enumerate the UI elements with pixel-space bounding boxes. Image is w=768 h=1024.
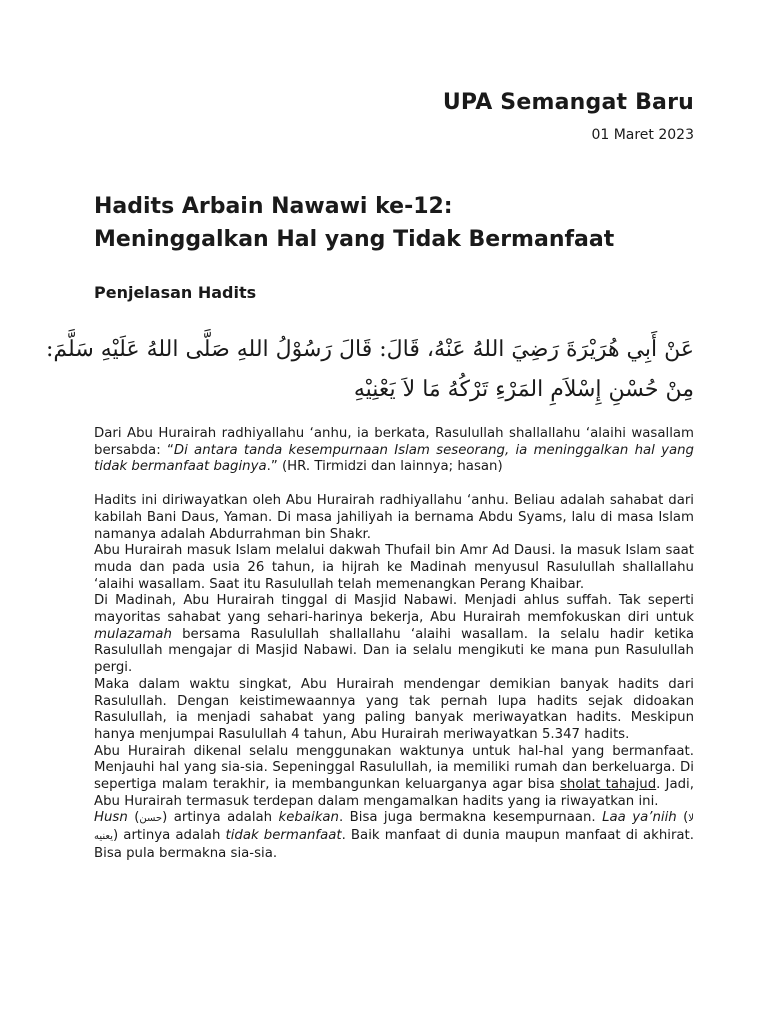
text-segment: ) artinya adalah bbox=[162, 810, 279, 826]
arabic-hadith-text bbox=[45, 330, 694, 410]
body-paragraph: Maka dalam waktu singkat, Abu Hurairah mendengar demikian banyak hadits dari Rasulullah. Dengan keistimewaannya yang tak pernah lupa hadits sejak didoakan Rasulullah, ia menjadi sahabat yang paling banyak meriwayatkan hadits. Meskipun hanya menjumpai Rasulullah 4 tahun, Abu Hurairah meriwayatkan 5.347 hadits. bbox=[94, 676, 694, 742]
text-segment: . Jadi, Abu Hurairah termasuk terdepan dalam mengamalkan hadits yang ia riwayatkan ini. bbox=[94, 777, 694, 809]
document-header bbox=[443, 90, 694, 143]
body-paragraph: Hadits ini diriwayatkan oleh Abu Hurairah radhiyallahu ‘anhu. Beliau adalah sahabat dari kabilah Bani Daus, Yaman. Di masa jahiliyah ia bernama Abdu Syams, lalu di masa Islam namanya adalah Abdurrahman bin Shakr. bbox=[94, 493, 694, 542]
sholat-tahajud-link[interactable]: sholat tahajud bbox=[559, 777, 657, 793]
italic-term: Husn bbox=[94, 810, 128, 826]
text-segment: Di Madinah, Abu Hurairah tinggal di Masjid Nabawi. Menjadi ahlus suffah. Tak seperti mayoritas sahabat yang sehari-harinya bekerja, Abu Hurairah memfokuskan diri untuk bbox=[94, 593, 694, 626]
text-segment: Dari Abu Hurairah radhiyallahu ‘anhu, ia berkata, Rasulullah shallallahu ‘alaihi wasallam bersabda: “ bbox=[94, 426, 694, 458]
text-segment: . Bisa juga bermakna kesempurnaan. bbox=[338, 810, 603, 826]
title-line-1: Hadits Arbain Nawawi ke-12: bbox=[94, 194, 453, 219]
arabic-line-1: عَنْ أَبِي هُرَيْرَةَ رَضِيَ اللهُ عَنْهُ، قَالَ: قَالَ رَسُوْلُ اللهِ صَلَّى اللهُ عَلَيْهِ سَلَّمَ: bbox=[45, 337, 694, 362]
arabic-line-2: مِنْ حُسْنِ إِسْلاَمِ المَرْءِ تَرْكُهُ مَا لاَ يَعْنِيْهِ bbox=[353, 377, 694, 402]
text-segment: bersama Rasulullah shallallahu ‘alaihi wasallam. Ia selalu hadir ketika Rasulullah mengajar di Masjid Nabawi. Dan ia selalu mengikuti ke mana pun Rasulullah pergi. bbox=[94, 626, 694, 676]
italic-term: tidak bermanfaat bbox=[225, 828, 342, 844]
italic-term: Laa ya’niih bbox=[602, 810, 677, 826]
italic-term: kebaikan bbox=[278, 810, 339, 826]
italic-term: mulazamah bbox=[94, 626, 172, 642]
arabic-inline-term: لا يعنيه bbox=[94, 813, 694, 843]
hadith-translation-paragraph bbox=[94, 426, 694, 476]
body-paragraph bbox=[94, 744, 694, 811]
section-heading: Penjelasan Hadits bbox=[94, 283, 257, 302]
organization-name: UPA Semangat Baru bbox=[442, 90, 694, 115]
text-segment: . Baik manfaat di dunia maupun manfaat di akhirat. Bisa pula bermakna sia-sia. bbox=[94, 828, 694, 861]
arabic-inline-term: حسن bbox=[139, 813, 163, 825]
title-line-2: Meninggalkan Hal yang Tidak Bermanfaat bbox=[94, 227, 615, 252]
body-paragraph: Husn (حسن) artinya adalah kebaikan. Bisa juga bermakna kesempurnaan. Laa ya’niih (لا يعنيه) artinya adalah tidak bermanfaat. Baik manfaat di dunia maupun manfaat di akhirat. Bisa pula bermakna sia-sia. bbox=[94, 810, 694, 861]
body-paragraph: Abu Hurairah masuk Islam melalui dakwah Thufail bin Amr Ad Dausi. Ia masuk Islam saat muda dan pada usia 26 tahun, ia hijrah ke Madinah menyusul Rasulullah shallallahu ‘alaihi wasallam. Saat itu Rasulullah telah memenangkan Perang Khaibar. bbox=[94, 543, 694, 592]
document-date: 01 Maret 2023 bbox=[591, 127, 694, 143]
paragraph-spacer bbox=[94, 476, 694, 493]
text-segment: .” (HR. Tirmidzi dan lainnya; hasan) bbox=[266, 459, 503, 475]
article-title bbox=[94, 190, 614, 256]
article-body bbox=[94, 426, 694, 863]
text-segment: ) artinya adalah bbox=[113, 828, 226, 844]
hadith-quote: Di antara tanda kesempurnaan Islam seseorang, ia meninggalkan hal yang tidak bermanfaat baginya bbox=[94, 442, 694, 475]
body-paragraph bbox=[94, 593, 694, 677]
text-segment: Abu Hurairah dikenal selalu menggunakan waktunya untuk hal-hal yang bermanfaat. Menjauhi hal yang sia-sia. Sepeninggal Rasulullah, ia memiliki rumah dan berkeluarga. Di sepertiga malam terakhir, ia membangunkan keluarganya agar bisa bbox=[94, 743, 694, 793]
